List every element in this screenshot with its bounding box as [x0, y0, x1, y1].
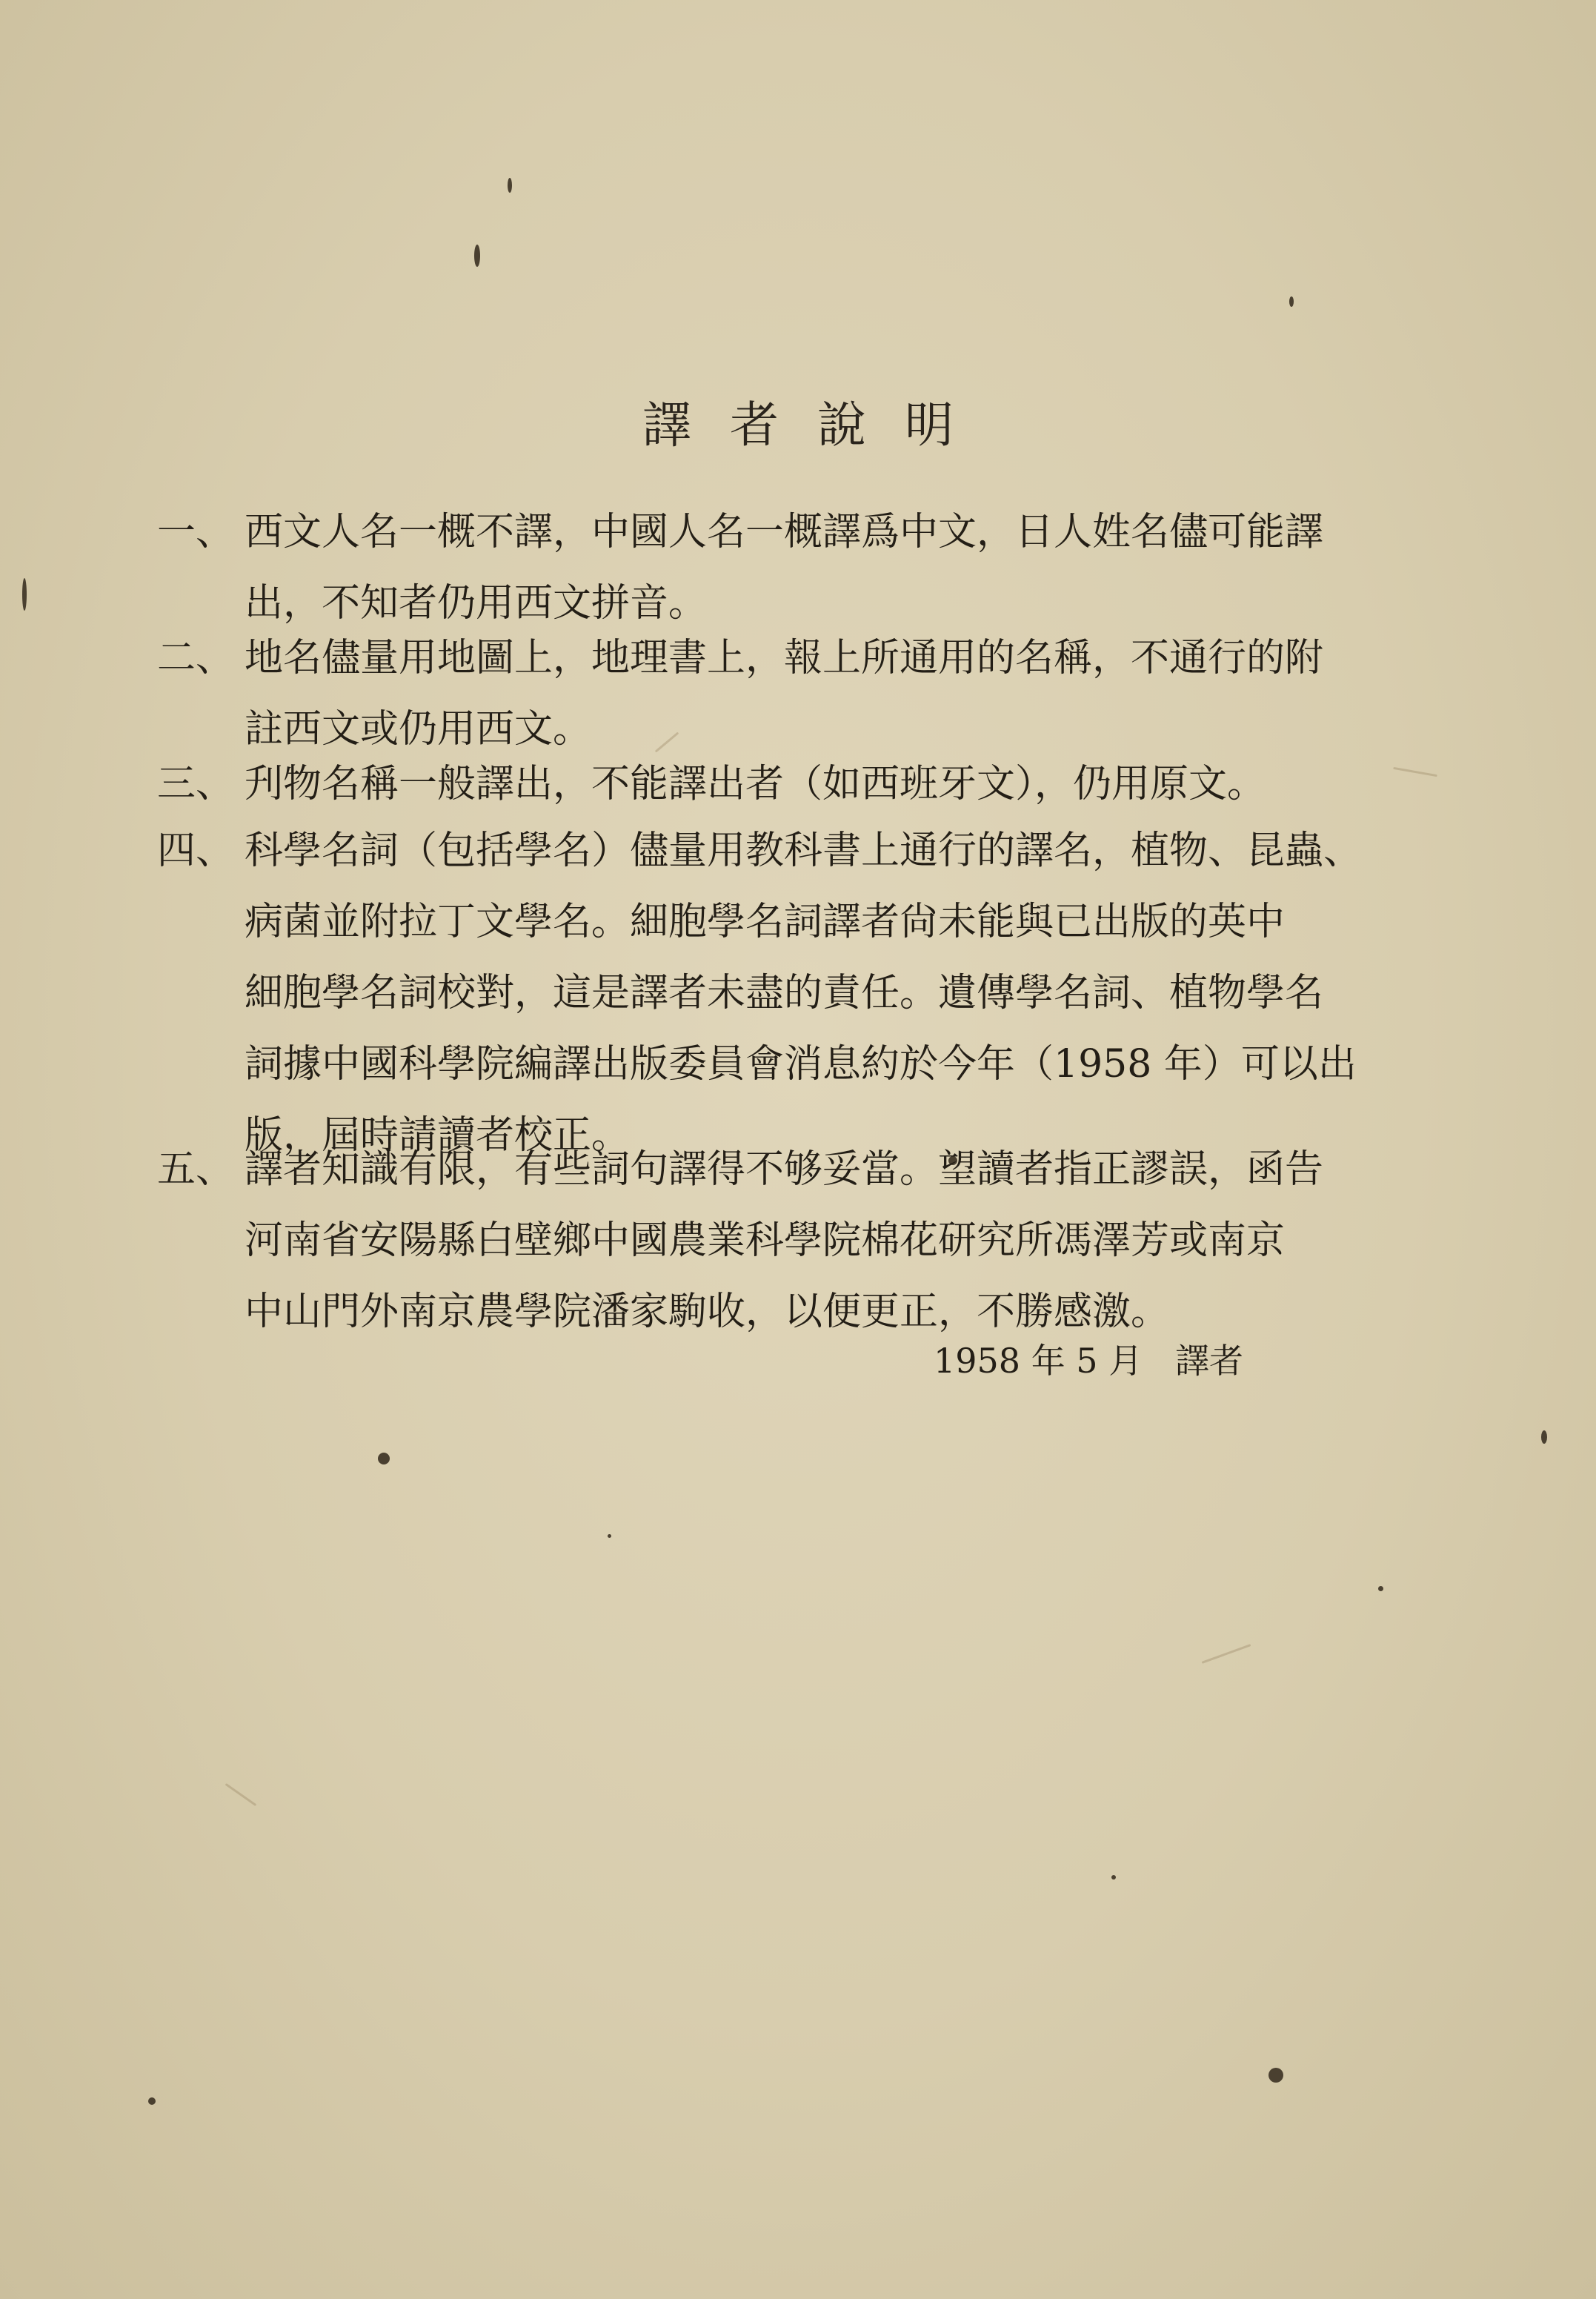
item-first-line: [157, 749, 1461, 820]
item-text: 譯者知識有限，有些詞句譯得不够妥當。望讀者指正謬誤，函告: [245, 1147, 1324, 1192]
list-item: [157, 1134, 1461, 1347]
paper-fiber: [225, 1783, 257, 1806]
list-item: [157, 749, 1461, 820]
signature-text: 譯者: [1175, 1341, 1244, 1381]
item-text: 出，不知者仍用西文拼音。: [245, 581, 708, 626]
paper-speck: [608, 1534, 611, 1538]
paper-speck: [1378, 1586, 1383, 1591]
list-item: [157, 497, 1461, 639]
item-number: 四、: [157, 829, 235, 873]
item-text: 病菌並附拉丁文學名。細胞學名詞譯者尙未能與已出版的英中: [245, 900, 1286, 944]
item-text: 河南省安陽縣白壁鄉中國農業科學院棉花研究所馮澤芳或南京: [245, 1218, 1286, 1263]
item-text: 版，屆時請讀者校正。: [245, 1113, 631, 1158]
page-title: 譯者說明: [642, 397, 992, 454]
item-text: 詞據中國科學院編譯出版委員會消息約於今年（1958 年）可以出: [245, 1042, 1357, 1087]
paper-speck: [22, 578, 27, 611]
date-signature-line: [934, 1334, 1243, 1383]
paper-fiber: [1202, 1644, 1251, 1664]
item-text: 地名儘量用地圖上，地理書上，報上所通用的名稱，不通行的附: [245, 636, 1324, 680]
paper-speck: [1111, 1875, 1116, 1880]
paper-speck: [378, 1453, 390, 1464]
paper-speck: [508, 178, 512, 193]
paper-speck: [1269, 2068, 1283, 2083]
item-number: 二、: [157, 636, 235, 680]
item-first-line: [157, 815, 1461, 886]
list-item: [157, 815, 1461, 1171]
item-text: 科學名詞（包括學名）儘量用教科書上通行的譯名，植物、昆蟲、: [245, 829, 1363, 873]
item-first-line: [157, 623, 1461, 694]
paper-speck: [148, 2097, 156, 2105]
item-text: 西文人名一概不譯，中國人名一概譯爲中文，日人姓名儘可能譯: [245, 510, 1324, 554]
item-text: 註西文或仍用西文。: [245, 707, 592, 752]
item-first-line: [157, 497, 1461, 568]
item-text: 刋物名稱一般譯出，不能譯出者（如西班牙文），仍用原文。: [245, 762, 1266, 806]
list-item: [157, 623, 1461, 765]
item-number: 一、: [157, 510, 235, 554]
paper-speck: [1289, 296, 1294, 307]
item-first-line: [157, 1134, 1461, 1205]
paper-speck: [1541, 1430, 1547, 1444]
paper-speck: [474, 245, 480, 267]
item-text: 細胞學名詞校對，這是譯者未盡的責任。遺傳學名詞、植物學名: [245, 971, 1324, 1015]
item-number: 三、: [157, 762, 235, 806]
date-text: 1958 年 5 月: [934, 1341, 1143, 1381]
item-text: 中山門外南京農學院潘家駒收，以便更正，不勝感激。: [245, 1290, 1170, 1334]
item-number: 五、: [157, 1147, 235, 1192]
